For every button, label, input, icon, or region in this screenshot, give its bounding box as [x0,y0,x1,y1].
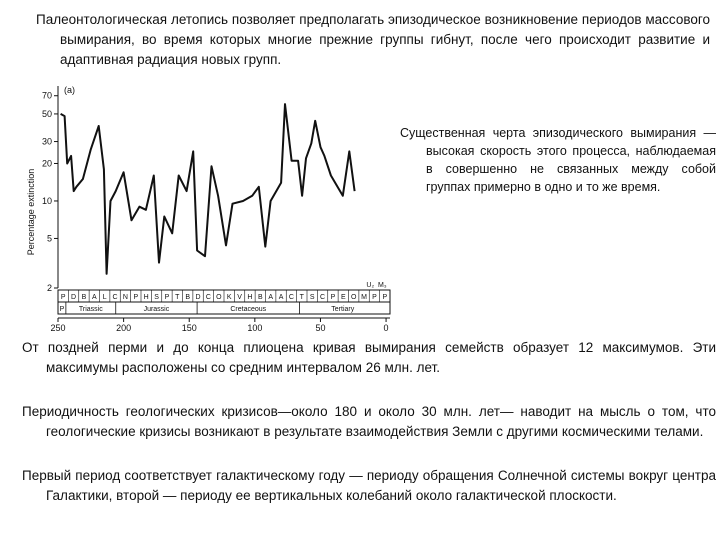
geologic-timescale [58,282,390,314]
stage-label: D [195,294,201,301]
x-tick-label: 100 [247,323,263,333]
stage-label: P [133,294,139,301]
paragraph-galactic-year: Первый период соответствует галактическому году — периоду обращения Солнечной системы вокруг центра Галактики, второй — периоду ее вертикальных колебаний около галактической плоскости. [22,468,716,503]
stage-label: O [350,294,357,301]
y-tick-label: 20 [41,158,52,169]
x-tick-label: 250 [50,323,66,333]
stage-label: B [185,294,191,301]
paragraph-maxima: От поздней перми и до конца плиоцена кривая вымирания семейств образует 12 максимумов. Эти максимумы расположены со средним интервалом 26 млн. лет. [22,340,716,375]
stage-label: P [372,294,377,301]
stage-label: S [309,294,315,301]
series-line [61,104,355,274]
timescale-top-mark: M₃ [377,282,387,289]
stage-label: T [299,294,304,301]
stage-label: C [112,294,118,301]
side-paragraph: Существенная черта эпизодического вымирания — высокая скорость этого процесса, наблюдаемая в совершенно не связанных между собой группах примерно в одно и то же время. [400,126,716,194]
stage-label: S [154,294,159,301]
stage-label: V [237,294,242,301]
y-tick-label: 70 [41,90,52,101]
stage-label: N [122,294,128,301]
stage-label: D [71,294,77,301]
stage-label: C [288,294,294,301]
era-label: Cretaceous [230,306,267,313]
era-label: Jurassic [143,306,170,313]
stage-label: B [257,294,263,301]
y-tick-label: 2 [46,283,52,293]
intro-paragraph: Палеонтологическая летопись позволяет предполагать эпизодическое возникновение периодов массового вымирания, во время которых многие прежние группы гибнут, после чего происходит развитие и адаптивная радиация новых групп. [36,12,710,67]
stage-label: P [60,294,66,301]
x-tick-label: 0 [383,323,389,333]
y-tick-label: 50 [41,108,52,119]
era-label: Triassic [78,306,103,313]
y-tick-label: 30 [41,136,52,147]
era-label: Tertiary [331,306,355,313]
stage-label: C [205,294,211,301]
stage-label: H [247,294,253,301]
x-tick-label: 50 [315,323,326,333]
x-tick-label: 200 [116,323,132,333]
stage-label: L [102,294,107,301]
stage-label: C [320,294,326,301]
y-axis-label: Percentage extinction [26,168,36,256]
stage-label: K [226,294,232,301]
timescale-top-mark: U₂ [366,282,375,289]
stage-label: T [175,294,180,301]
y-tick-label: 5 [46,233,52,244]
stage-label: M [361,294,367,301]
stage-label: A [278,294,284,301]
stage-label: H [143,294,149,301]
stage-label: P [330,294,336,301]
era-label: P [59,306,65,313]
stage-label: E [340,294,346,301]
x-tick-label: 150 [181,323,197,333]
stage-label: O [216,294,222,301]
stage-label: A [91,294,97,301]
panel-label: (a) [64,85,75,95]
paragraph-periodicity: Периодичность геологических кризисов—около 180 и около 30 млн. лет— наводит на мысль о том, что геологические кризисы возникают в результате взаимодействия Земли с другими космическими телами. [22,404,716,439]
stage-label: B [81,294,87,301]
stage-label: P [382,294,388,301]
stage-label: P [164,294,170,301]
y-tick-label: 10 [41,195,52,206]
stage-label: A [268,294,274,301]
